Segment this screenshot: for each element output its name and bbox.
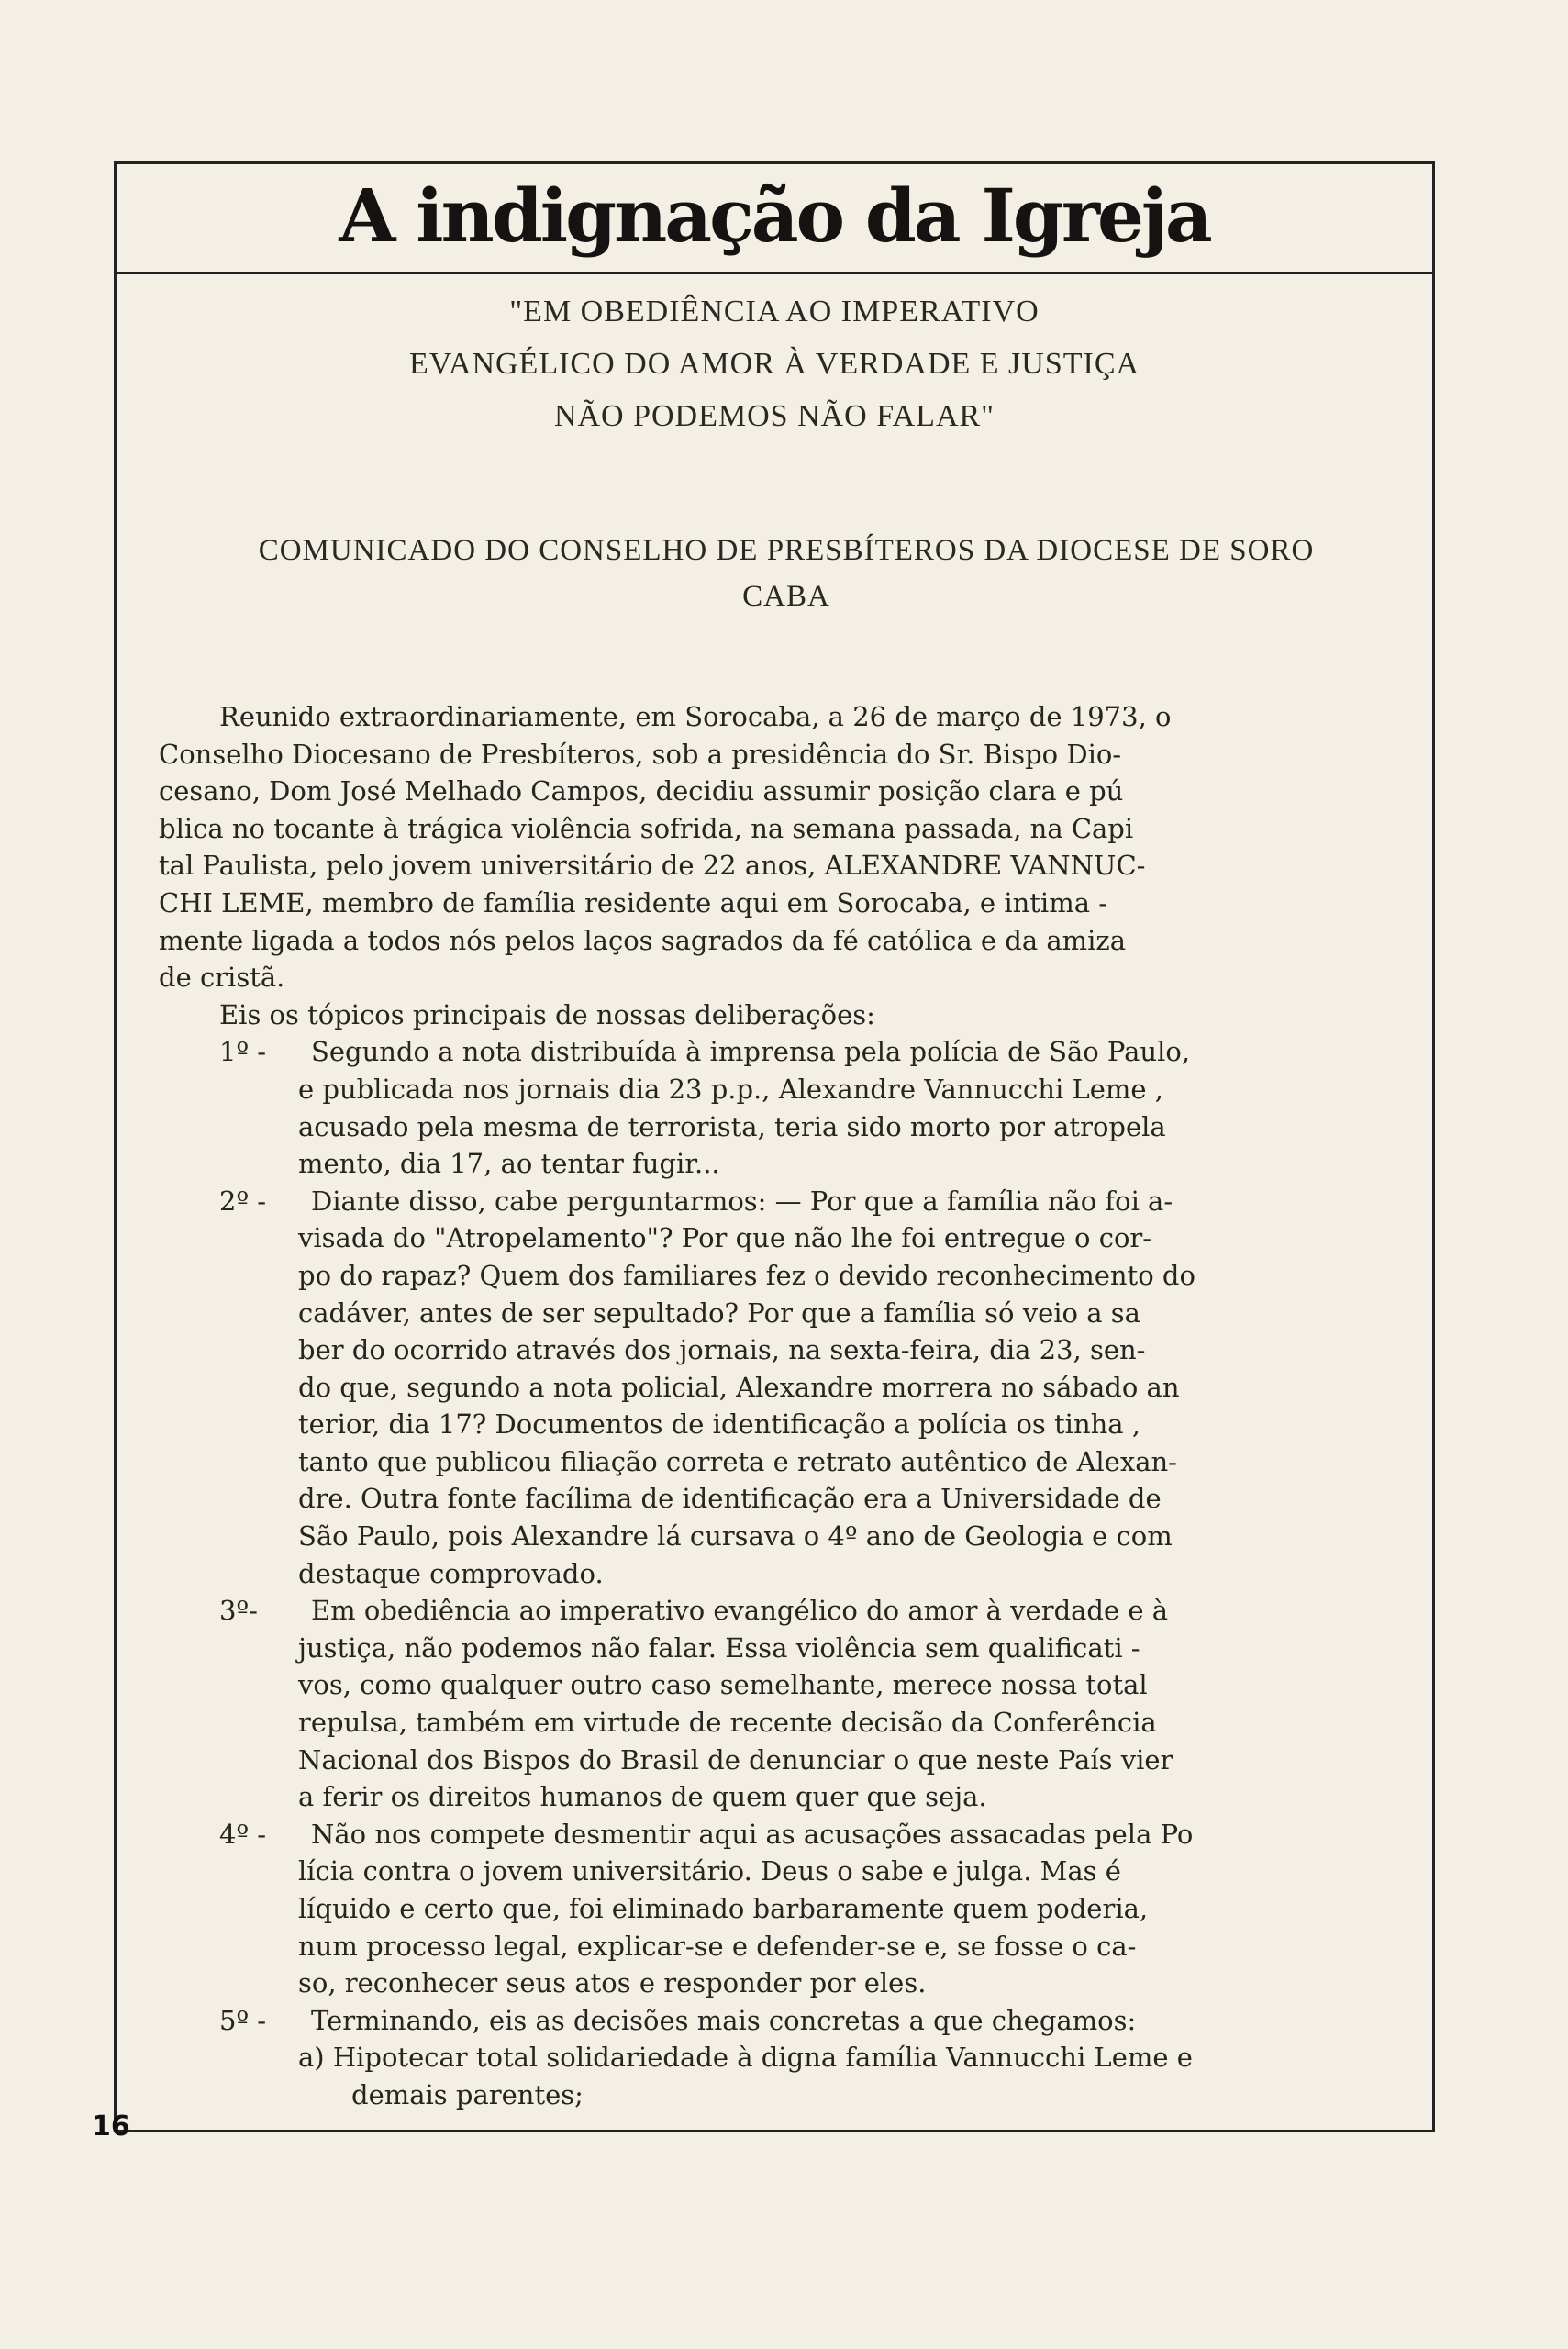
item-line: Não nos compete desmentir aqui as acusações assacadas pela Po <box>311 1818 1194 1850</box>
communique-line: CABA <box>742 580 830 613</box>
subtitle-line: "EM OBEDIÊNCIA AO IMPERATIVO <box>509 295 1040 328</box>
communique-heading <box>153 528 1419 619</box>
item-line: lícia contra o jovem universitário. Deus o sabe e julga. Mas é <box>298 1855 1121 1887</box>
item-marker: 2º - <box>219 1185 267 1217</box>
list-item <box>159 1592 1416 1630</box>
item-line: ber do ocorrido através dos jornais, na sexta-feira, dia 23, sen- <box>298 1334 1146 1366</box>
item-line: terior, dia 17? Documentos de identificação a polícia os tinha , <box>298 1408 1141 1441</box>
title-box <box>117 164 1432 274</box>
page-number: 16 <box>92 2110 130 2143</box>
list-item <box>159 1033 1416 1071</box>
communique-line: COMUNICADO DO CONSELHO DE PRESBÍTEROS DA DIOCESE DE SORO <box>258 534 1315 567</box>
article-body <box>159 698 1416 2114</box>
item-marker: 5º - <box>219 2004 267 2036</box>
item-line: repulsa, também em virtude de recente decisão da Conferência <box>298 1707 1157 1739</box>
body-line: tal Paulista, pelo jovem universitário de 22 anos, ALEXANDRE VANNUC- <box>159 850 1146 882</box>
item-line: justiça, não podemos não falar. Essa violência sem qualificati - <box>298 1631 1140 1664</box>
list-item <box>159 2002 1416 2040</box>
body-line: cesano, Dom José Melhado Campos, decidiu assumir posição clara e pú <box>159 775 1124 807</box>
body-line: Conselho Diocesano de Presbíteros, sob a presidência do Sr. Bispo Dio- <box>159 738 1122 770</box>
item-line: dre. Outra fonte facílima de identificação era a Universidade de <box>298 1483 1162 1515</box>
item-line: destaque comprovado. <box>298 1557 604 1589</box>
item-line: e publicada nos jornais dia 23 p.p., Alexandre Vannucchi Leme , <box>298 1073 1163 1105</box>
item-line: visada do "Atropelamento"? Por que não lhe foi entregue o cor- <box>298 1222 1152 1254</box>
subitem-line: a) Hipotecar total solidariedade à digna família Vannucchi Leme e <box>298 2042 1193 2074</box>
item-marker: 3º- <box>219 1595 258 1627</box>
item-line: Nacional dos Bispos do Brasil de denunciar o que neste País vier <box>298 1743 1173 1776</box>
body-line: Reunido extraordinariamente, em Sorocaba, a 26 de março de 1973, o <box>219 701 1172 732</box>
article-subtitle <box>117 285 1432 442</box>
item-line: mento, dia 17, ao tentar fugir... <box>298 1148 720 1180</box>
item-line: Diante disso, cabe perguntarmos: — Por que a família não foi a- <box>311 1185 1173 1217</box>
subitem-line: demais parentes; <box>351 2078 584 2110</box>
subtitle-line: NÃO PODEMOS NÃO FALAR" <box>553 399 995 433</box>
item-line: vos, como qualquer outro caso semelhante, merece nossa total <box>298 1669 1148 1701</box>
article-title: A indignação da Igreja <box>339 172 1210 259</box>
item-line: Terminando, eis as decisões mais concretas a que chegamos: <box>311 2004 1137 2036</box>
list-item <box>159 1183 1416 1220</box>
list-item <box>159 1816 1416 1854</box>
item-line: cadáver, antes de ser sepultado? Por que a família só veio a sa <box>298 1297 1140 1329</box>
item-line: líquido e certo que, foi eliminado barbaramente quem poderia, <box>298 1893 1149 1924</box>
body-line: mente ligada a todos nós pelos laços sagrados da fé católica e da amiza <box>159 924 1126 956</box>
item-line: do que, segundo a nota policial, Alexandre morrera no sábado an <box>298 1371 1180 1403</box>
item-line: tanto que publicou filiação correta e retrato autêntico de Alexan- <box>298 1445 1177 1477</box>
body-line: CHI LEME, membro de família residente aqui em Sorocaba, e intima - <box>159 886 1108 918</box>
item-marker: 1º - <box>219 1036 267 1068</box>
item-line: po do rapaz? Quem dos familiares fez o devido reconhecimento do <box>298 1259 1195 1291</box>
body-line: de cristã. <box>159 962 285 994</box>
item-marker: 4º - <box>219 1818 267 1850</box>
item-line: acusado pela mesma de terrorista, teria sido morto por atropela <box>298 1110 1166 1142</box>
item-line: São Paulo, pois Alexandre lá cursava o 4º ano de Geologia e com <box>298 1520 1173 1553</box>
item-line: a ferir os direitos humanos de quem quer que seja. <box>298 1781 987 1813</box>
topics-intro: Eis os tópicos principais de nossas deliberações: <box>219 998 875 1030</box>
item-line: Segundo a nota distribuída à imprensa pela polícia de São Paulo, <box>311 1036 1191 1068</box>
item-line: Em obediência ao imperativo evangélico do amor à verdade e à <box>311 1595 1169 1627</box>
subtitle-line: EVANGÉLICO DO AMOR À VERDADE E JUSTIÇA <box>408 347 1140 381</box>
body-line: blica no tocante à trágica violência sofrida, na semana passada, na Capi <box>159 812 1134 844</box>
item-line: so, reconhecer seus atos e responder por eles. <box>298 1967 927 1999</box>
article-frame <box>114 161 1435 2132</box>
item-line: num processo legal, explicar-se e defender-se e, se fosse o ca- <box>298 1930 1137 1962</box>
